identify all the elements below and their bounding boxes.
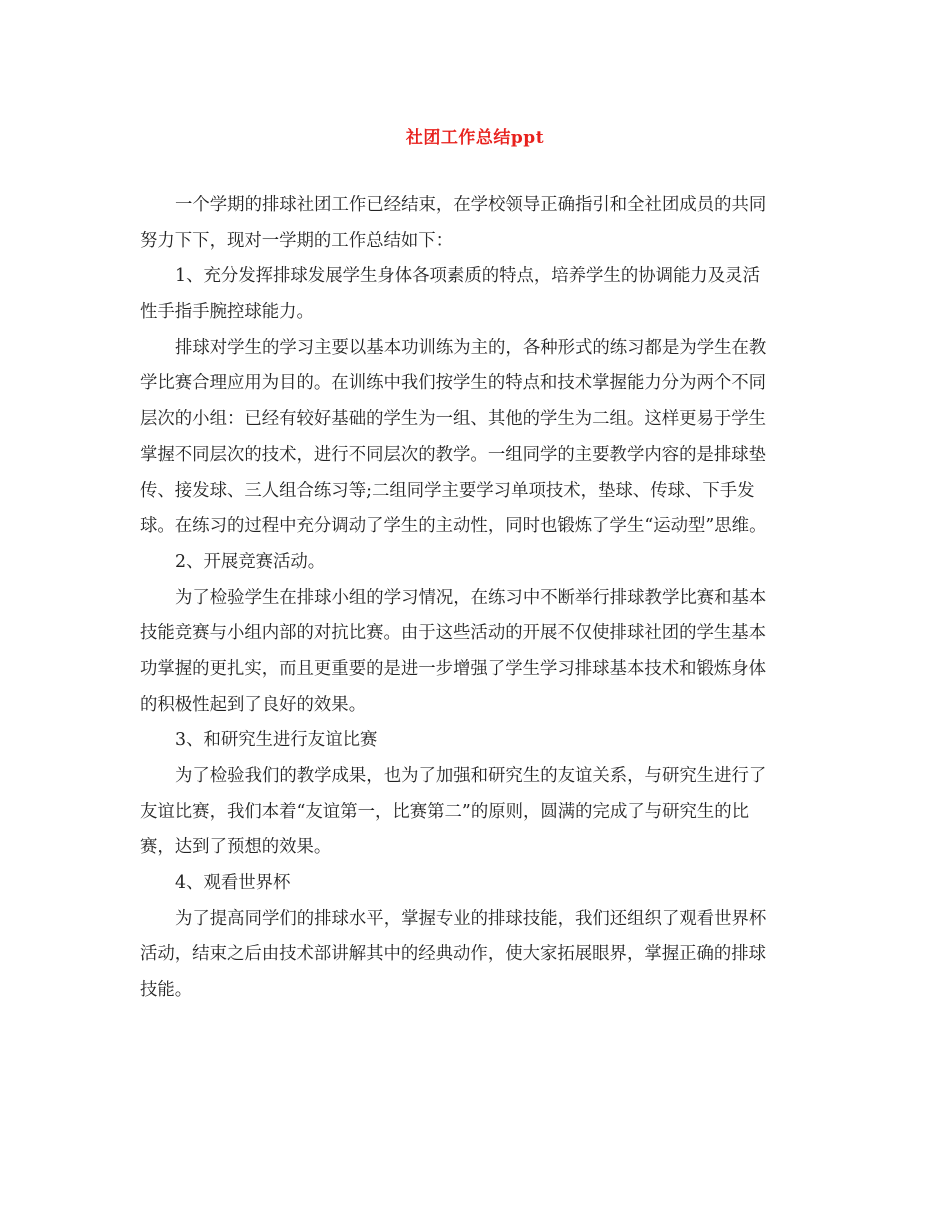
- text-line: 球。在练习的过程中充分调动了学生的主动性，同时也锻炼了学生“运动型”思维。: [140, 516, 767, 537]
- text-line: 传、接发球、三人组合练习等;二组同学主要学习单项技术，垫球、传球、下手发: [140, 480, 755, 501]
- text-line: 排球对学生的学习主要以基本功训练为主的，各种形式的练习都是为学生在教: [175, 337, 767, 358]
- document-title: 社团工作总结ppt: [405, 128, 545, 148]
- text-line: 技能。: [140, 980, 193, 1001]
- text-line: 赛，达到了预想的效果。: [140, 837, 332, 858]
- text-line: 为了检验学生在排球小组的学习情况，在练习中不断举行排球教学比赛和基本: [175, 587, 767, 608]
- text-line: 性手指手腕控球能力。: [140, 302, 314, 323]
- text-line: 为了检验我们的教学成果，也为了加强和研究生的友谊关系，与研究生进行了: [175, 766, 767, 786]
- text-line: 努力下下，现对一学期的工作总结如下：: [140, 230, 454, 251]
- text-line: 友谊比赛，我们本着“友谊第一，比赛第二”的原则，圆满的完成了与研究生的比: [140, 801, 750, 822]
- text-line: 活动，结束之后由技术部讲解其中的经典动作，使大家拓展眼界，掌握正确的排球: [140, 944, 767, 965]
- text-line: 一个学期的排球社团工作已经结束，在学校领导正确指引和全社团成员的共同: [175, 195, 767, 215]
- text-line: 1、充分发挥排球发展学生身体各项素质的特点，培养学生的协调能力及灵活: [175, 266, 760, 287]
- text-line: 3、和研究生进行友谊比赛: [175, 730, 378, 751]
- text-line: 技能竞赛与小组内部的对抗比赛。由于这些活动的开展不仅使排球社团的学生基本: [140, 623, 767, 644]
- text-line: 功掌握的更扎实，而且更重要的是进一步增强了学生学习排球基本技术和锻炼身体: [140, 658, 767, 679]
- text-line: 学比赛合理应用为目的。在训练中我们按学生的特点和技术掌握能力分为两个不同: [140, 373, 767, 394]
- text-line: 层次的小组：已经有较好基础的学生为一组、其他的学生为二组。这样更易于学生: [140, 409, 767, 430]
- text-line: 4、观看世界杯: [175, 873, 291, 894]
- text-line: 的积极性起到了良好的效果。: [140, 694, 367, 715]
- text-line: 掌握不同层次的技术，进行不同层次的教学。一组同学的主要教学内容的是排球垫: [140, 444, 767, 465]
- text-line: 为了提高同学们的排球水平，掌握专业的排球技能，我们还组织了观看世界杯: [175, 908, 767, 929]
- text-line: 2、开展竞赛活动。: [175, 551, 326, 572]
- document-body: [140, 188, 820, 1009]
